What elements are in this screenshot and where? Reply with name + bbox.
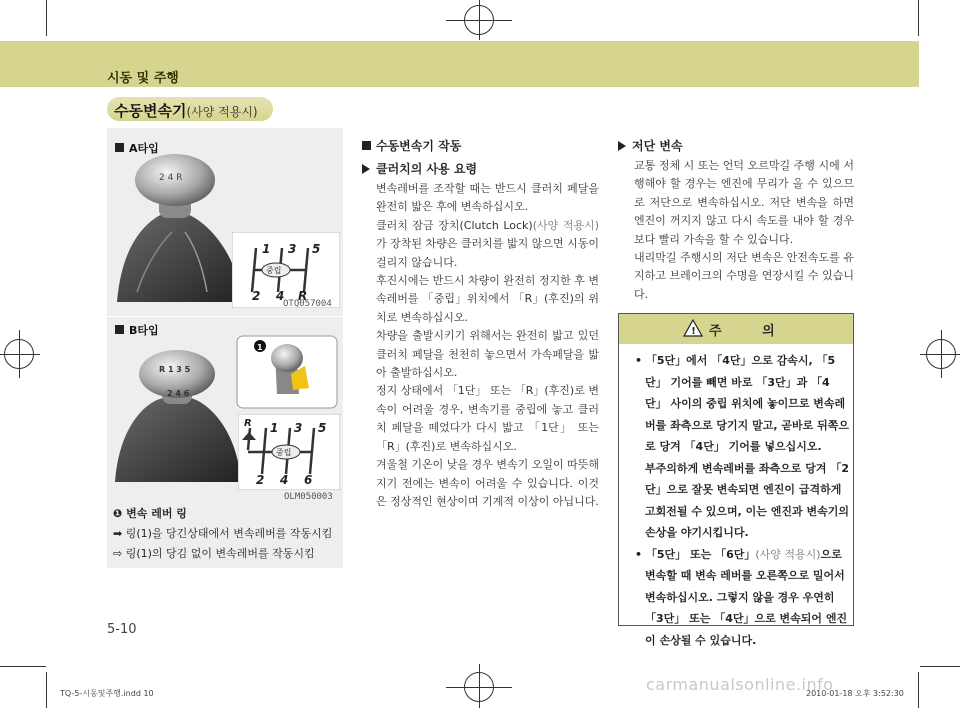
figure-a-code: OTQ057004: [283, 299, 332, 309]
caution-box: [618, 313, 854, 647]
gear-b-5: 5: [318, 421, 327, 435]
crop-mark-bottom-right-v: [918, 672, 919, 708]
middle-paragraph-4: 차량을 출발시키기 위해서는 완전히 밟고 있던 클러치 페달을 천천히 놓으면서 가속페달을 밟아 출발하십시오.: [376, 329, 599, 380]
clutch-lock-note: (사양 적용시): [532, 218, 599, 232]
legend-title: [113, 505, 187, 521]
registration-mark-left-v: [19, 330, 20, 378]
caution-body: [627, 350, 849, 651]
gear-a-2: 2: [252, 289, 261, 303]
subsection-title-note: (사양 적용시): [186, 105, 258, 119]
caution-bullet-1-text: 「5단」에서 「4단」으로 감속시, 「5단」 기어를 빼면 바로 「3단」과 「4단」 사이의 중립 위치에 놓이므로 변속레버를 좌측으로 당기지 말고, 곧바로 뒤쪽으로 당겨 「4단」 기어를 넣으십시오.: [645, 354, 849, 453]
section-title: 시동 및 주행: [107, 71, 179, 86]
gear-a-r: R: [298, 289, 308, 303]
caution-header: [619, 314, 853, 344]
registration-mark-right-h: [920, 354, 960, 355]
middle-paragraph-6: 겨울철 기온이 낮을 경우 변속기 오일이 따뜻해지기 전에는 변속이 어려울 수 있습니다. 이것은 정상적인 현상이며 기계적 이상이 아닙니다.: [376, 458, 599, 508]
caution-bullet-2-note: (사양 적용시): [755, 547, 821, 561]
gear-a-5: 5: [312, 242, 321, 256]
triangle-bullet-icon: [362, 164, 370, 174]
gear-b-4: 4: [280, 473, 289, 487]
gear-b-neutral: 중립: [276, 448, 292, 457]
crop-mark-bottom-right: [920, 666, 960, 667]
middle-paragraph-2: [376, 217, 599, 272]
warning-triangle-icon: [683, 319, 703, 337]
middle-subheading-text: 클러치의 사용 요령: [376, 162, 478, 176]
gear-pattern-b: [238, 414, 340, 490]
middle-paragraph-3: 후진시에는 반드시 차량이 완전히 정지한 후 변속레버를 「중립」위치에서 「R」(후진)의 위치로 변속하십시오.: [376, 274, 599, 324]
footer-file-name: TQ-5-시동및주행.indd 10: [60, 689, 154, 698]
svg-text:2 4 R: 2 4 R: [159, 173, 183, 183]
knob-b-bottom-label: 2 4 6: [167, 389, 190, 398]
gear-b-r: R: [244, 418, 252, 429]
middle-paragraph-5: 정지 상태에서 「1단」 또는 「R」(후진)로 변속이 어려울 경우, 변속기를 중립에 놓고 클러치 페달을 떼었다가 다시 밟고 「1단」 또는 「R」(후진)로 변속하십시오.: [376, 384, 599, 453]
page-number: 5-10: [107, 622, 137, 637]
figure-b-code: OLM050003: [284, 492, 333, 502]
svg-text:1: 1: [257, 343, 263, 352]
gear-b-3: 3: [294, 421, 303, 435]
registration-mark-bottom-v: [479, 664, 480, 708]
gear-b-2: 2: [256, 473, 265, 487]
clutch-lock-text-end: 가 장착된 차량은 클러치를 밟지 않으면 시동이 걸리지 않습니다.: [376, 237, 599, 269]
caution-bullet-2: • 「5단」 또는 「6단」(사양 적용시)으로 변속할 때 변속 레버를 오른쪽으로 밀어서 변속하십시오. 그렇지 않을 경우 우연히 「3단」 또는 「4단」으로 변속되어 엔진이 손상될 수 있습니다.: [635, 547, 848, 647]
square-bullet-icon: [115, 143, 124, 152]
right-paragraph-2: 내리막길 주행시의 저단 변속은 안전속도를 유지하고 브레이크의 수명을 연장시킬 수 있습니다.: [634, 251, 854, 301]
legend-line-1: ➡ 링(1)을 당긴상태에서 변속레버를 작동시킴: [113, 527, 333, 540]
svg-text:!: !: [691, 326, 696, 337]
crop-mark-bottom-left-v: [46, 672, 47, 708]
middle-paragraph-1: 변속레버를 조작할 때는 반드시 클러치 페달을 완전히 밟은 후에 변속하십시오.: [376, 182, 599, 214]
footer-date-stamp: 2010-01-18 오후 3:52:30: [806, 689, 904, 698]
legend-line-2: ⇨ 링(1)의 당김 없이 변속레버를 작동시킴: [113, 547, 315, 560]
crop-mark-top-left-v: [46, 0, 47, 36]
right-heading-text: 저단 변속: [632, 139, 683, 153]
legend-title-text: ❶ 변속 레버 링: [113, 507, 187, 520]
middle-body: [376, 180, 599, 511]
caution-bullet-1-sub: 부주의하게 변속레버를 좌측으로 당겨 「2단」으로 잘못 변속되면 엔진이 급격하게 고회전될 수 있으며, 이는 엔진과 변속기의 손상을 야기시킵니다.: [645, 461, 849, 539]
registration-mark-top-v: [479, 0, 480, 40]
registration-mark-left-h: [0, 354, 40, 355]
middle-heading-text: 수동변속기 작동: [376, 139, 462, 153]
subsection-title-text: 수동변속기: [114, 102, 187, 120]
subsection-title: [114, 100, 258, 121]
right-paragraph-1: 교통 정체 시 또는 언덕 오르막길 주행 시에 서행해야 할 경우는 엔진에 무리가 올 수 있으므로 저단으로 변속하십시오. 저단 변속을 하면 엔진이 꺼지지 않고 다시 속도를 내야 할 경우 보다 빨리 가속을 할 수 있습니다.: [634, 159, 854, 246]
figure-b-label-text: B타입: [129, 324, 159, 337]
gear-a-3: 3: [288, 242, 297, 256]
clutch-lock-text: 클러치 잠금 장치(Clutch Lock): [376, 218, 533, 232]
triangle-bullet-icon: [618, 141, 626, 151]
caution-title: 주 의: [709, 324, 793, 339]
right-heading: [618, 137, 683, 154]
gear-a-1: 1: [262, 242, 271, 256]
knob-b-top-label: R 1 3 5: [159, 365, 191, 374]
gear-b-1: 1: [270, 421, 279, 435]
square-bullet-icon: [362, 141, 371, 150]
middle-subheading: [362, 160, 477, 177]
figure-divider: [107, 316, 343, 317]
right-body: [634, 157, 854, 304]
watermark: carmanualsonline.info: [646, 675, 834, 694]
middle-heading: [362, 137, 461, 154]
caution-bullet-2-a: 「5단」 또는 「6단」: [645, 547, 756, 561]
crop-mark-top-right-v: [918, 0, 919, 36]
registration-mark-right-v: [941, 330, 942, 378]
crop-mark-bottom-left: [0, 666, 46, 667]
gear-pattern-a: [232, 232, 340, 308]
gear-a-neutral: 중립: [266, 266, 282, 275]
caution-bullet-2-c: 으로 변속할 때 변속 레버를 오른쪽으로 밀어서 변속하십시오. 그렇지 않을 경우 우연히 「3단」 또는 「4단」으로 변속되어 엔진이 손상될 수 있습니다.: [645, 547, 848, 647]
gear-a-4: 4: [276, 289, 285, 303]
gear-b-6: 6: [304, 473, 313, 487]
shift-boot-a: [117, 214, 242, 302]
caution-bullet-1: • 「5단」에서 「4단」으로 감속시, 「5단」 기어를 빼면 바로 「3단」과 「4단」 사이의 중립 위치에 놓이므로 변속레버를 좌측으로 당기지 말고, 곧바로 뒤쪽으로 당겨 「4단」 기어를 넣으십시오.: [635, 354, 849, 453]
shift-boot-b: [115, 398, 241, 482]
figure-a-label-text: A타입: [129, 142, 159, 155]
